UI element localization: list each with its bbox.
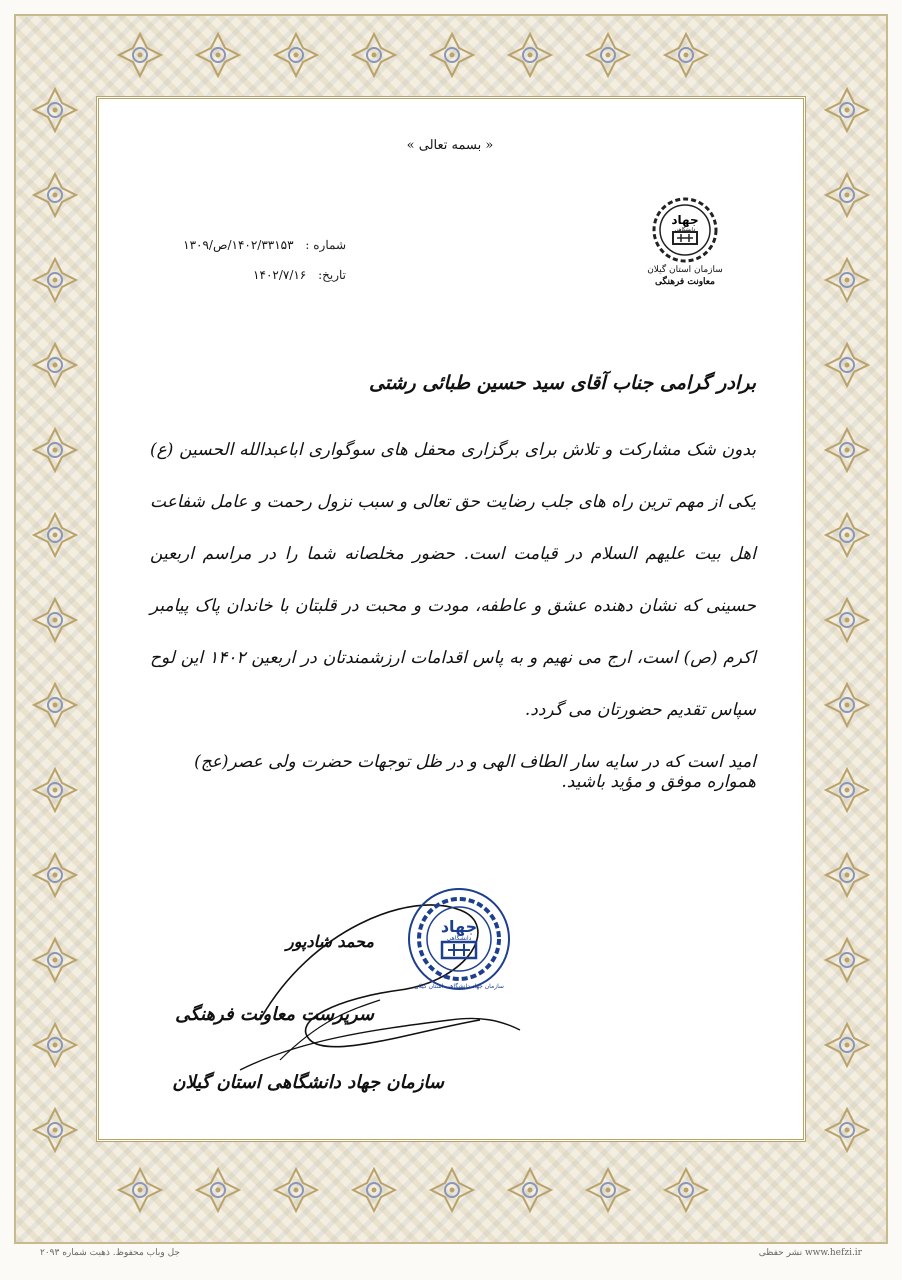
arabesque-ornament-icon xyxy=(32,512,78,558)
jahad-logo xyxy=(640,196,730,306)
arabesque-ornament-icon xyxy=(507,32,553,78)
arabesque-ornament-icon xyxy=(824,512,870,558)
footer-left-text: جل وباب محفوظ. ذهبت شماره ۲۰۹۳ xyxy=(40,1248,180,1258)
jahad-emblem-icon xyxy=(651,196,719,264)
arabesque-ornament-icon xyxy=(273,1167,319,1213)
arabesque-ornament-icon xyxy=(663,1167,709,1213)
arabesque-ornament-icon xyxy=(824,87,870,133)
arabesque-ornament-icon xyxy=(32,172,78,218)
arabesque-ornament-icon xyxy=(273,32,319,78)
arabesque-ornament-icon xyxy=(351,1167,397,1213)
arabesque-ornament-icon xyxy=(117,32,163,78)
arabesque-ornament-icon xyxy=(429,32,475,78)
closing-wish: امید است که در سایه سار الطاف الهی و در ظل توجهات حضرت ولی عصر(عج) همواره موفق و مؤید باشید. xyxy=(194,752,756,792)
logo-wordmark: جهاد xyxy=(671,213,699,227)
seal-subtext: دانشگاهی xyxy=(446,935,472,942)
basmala-heading: « بسمه تعالی » xyxy=(406,138,494,153)
arabesque-ornament-icon xyxy=(32,597,78,643)
letter-date xyxy=(253,268,346,282)
footer-publisher: www.hefzi.ir نشر حفظی xyxy=(758,1248,862,1258)
date-label: تاریخ: xyxy=(318,268,346,282)
arabesque-ornament-icon xyxy=(824,427,870,473)
arabesque-ornament-icon xyxy=(507,1167,553,1213)
arabesque-ornament-icon xyxy=(32,767,78,813)
arabesque-ornament-icon xyxy=(824,342,870,388)
arabesque-ornament-icon xyxy=(351,32,397,78)
arabesque-ornament-icon xyxy=(195,32,241,78)
arabesque-ornament-icon xyxy=(32,1022,78,1068)
logo-subtext: دانشگاهی xyxy=(674,227,696,233)
arabesque-ornament-icon xyxy=(824,682,870,728)
arabesque-ornament-icon xyxy=(32,427,78,473)
seal-ring-text: سازمان جهاد دانشگاهی استان گیلان xyxy=(414,983,504,990)
arabesque-ornament-icon xyxy=(32,257,78,303)
arabesque-ornament-icon xyxy=(824,852,870,898)
number-value: ۱۴۰۲/۳۳۱۵۳/ص/۱۳۰۹ xyxy=(183,238,294,252)
letter-body xyxy=(150,372,756,809)
arabesque-ornament-icon xyxy=(32,1107,78,1153)
signer-organization: سازمان جهاد دانشگاهی استان گیلان xyxy=(172,1072,444,1093)
arabesque-ornament-icon xyxy=(663,32,709,78)
letter-number xyxy=(183,238,346,252)
seal-wordmark: جهاد xyxy=(440,917,478,936)
arabesque-ornament-icon xyxy=(32,682,78,728)
arabesque-ornament-icon xyxy=(429,1167,475,1213)
arabesque-ornament-icon xyxy=(824,767,870,813)
date-value: ۱۴۰۲/۷/۱۶ xyxy=(253,268,307,282)
arabesque-ornament-icon xyxy=(117,1167,163,1213)
appreciation-paragraph: بدون شک مشارکت و تلاش برای برگزاری محفل های سوگواری اباعبدالله الحسین (ع) یکی از مهم ترین راه های جلب رضایت حق تعالی و سبب نزول رحمت و عامل شفاعت اهل بیت علیهم السلام در قیامت است. حضور مخلصانه شما را در مراسم اربعین حسینی که نشان دهنده عشق و عاطفه، مودت و محبت در قلبتان با خاندان پاک پیامبر اکرم (ص) است، ارج می نهیم و به پاس اقدامات ارزشمندتان در اربعین ۱۴۰۲ این لوح سپاس تقدیم حضورتان می گردد. xyxy=(150,440,756,720)
official-seal xyxy=(404,884,514,994)
arabesque-ornament-icon xyxy=(824,1107,870,1153)
logo-caption-line2: معاونت فرهنگی xyxy=(655,277,715,287)
arabesque-ornament-icon xyxy=(824,1022,870,1068)
logo-caption-line1: سازمان استان گیلان xyxy=(647,265,723,275)
arabesque-ornament-icon xyxy=(585,1167,631,1213)
signer-title: سرپرست معاونت فرهنگی xyxy=(175,1004,374,1025)
salutation: برادر گرامی جناب آقای سید حسین طبائی رشتی xyxy=(369,372,756,394)
arabesque-ornament-icon xyxy=(32,87,78,133)
number-label: شماره : xyxy=(305,238,346,252)
arabesque-ornament-icon xyxy=(585,32,631,78)
arabesque-ornament-icon xyxy=(32,852,78,898)
arabesque-ornament-icon xyxy=(195,1167,241,1213)
arabesque-ornament-icon xyxy=(824,172,870,218)
arabesque-ornament-icon xyxy=(32,937,78,983)
arabesque-ornament-icon xyxy=(824,257,870,303)
arabesque-ornament-icon xyxy=(824,597,870,643)
arabesque-ornament-icon xyxy=(32,342,78,388)
arabesque-ornament-icon xyxy=(824,937,870,983)
signer-name: محمد شادپور xyxy=(286,932,374,951)
